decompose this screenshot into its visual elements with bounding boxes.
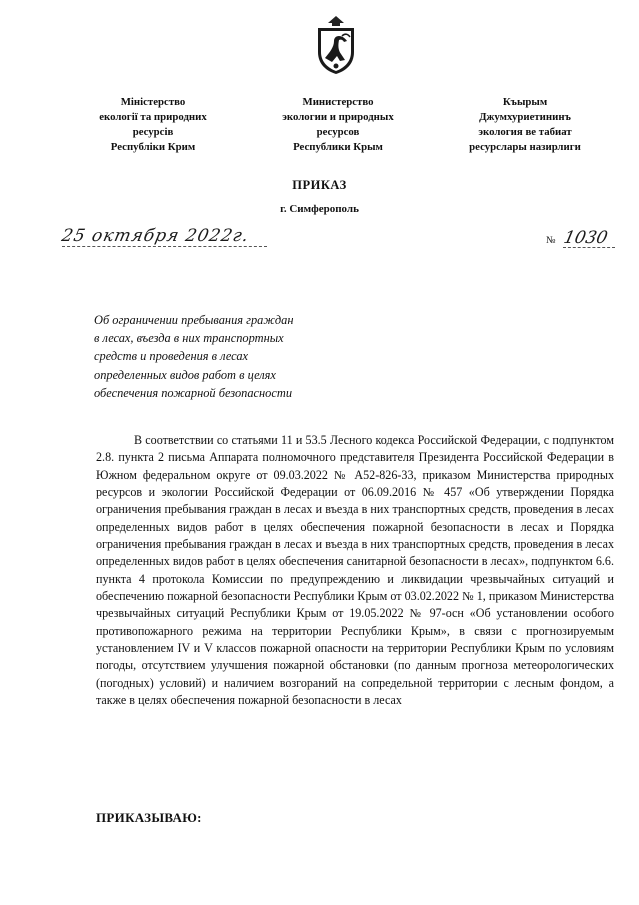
header-line: ресурсів — [132, 126, 174, 138]
order-subject — [94, 311, 374, 402]
header-line: экологии и природных — [282, 111, 394, 123]
body-paragraph: В соответствии со статьями 11 и 53.5 Лесного кодекса Российской Федерации, с подпунктом 2.8. пункта 2 письма Аппарата полномочного представителя Президента Российской Федерации в Южном федеральном округе от 09.03.2022 № А52-826-33, приказом Министерства природных ресурсов и экологии Российской Федерации от 06.09.2016 № 457 «Об утверждении Порядка ограничения пребывания граждан в лесах и въезда в них транспортных средств, проведения в лесах определенных видов работ в целях обеспечения пожарной безопасности в лесах и Порядка ограничения пребывания граждан в лесах и въезда в них транспортных средств, проведения в лесах определенных видов работ в целях обеспечения санитарной безопасности в лесах», подпунктом 6.6. пункта 4 протокола Комиссии по предупреждению и ликвидации чрезвычайных ситуаций и обеспечению пожарной безопасности Республики Крым от 03.02.2022 № 1, приказом Министерства чрезвычайных ситуаций Республики Крым от 19.05.2022 № 97-осн «Об установлении особого противопожарного режима на территории Республики Крым», в связи с прогнозируемым установлением IV и V классов пожарной опасности на территории Республики Крым по условиям погоды, отсутствием улучшения пожарной обстановки (по данным прогноза метеорологических (погодных) условий) и наличием возгораний на сопредельной территории с лесным фондом, а также в целях обеспечения пожарной безопасности в лесах — [96, 433, 614, 708]
subject-line: средств и проведения в лесах — [94, 349, 249, 364]
header-line: Джумхуриетининъ — [479, 111, 571, 123]
header-ministry-russian — [253, 95, 423, 155]
header-ministry-crimean-tatar — [440, 95, 610, 155]
order-number-handwritten: 1030 — [561, 228, 610, 248]
header-line: екології та природних — [99, 111, 207, 123]
header-line: Міністерство — [120, 96, 186, 108]
decree-heading: ПРИКАЗЫВАЮ: — [96, 810, 202, 825]
date-underline — [62, 246, 267, 247]
subject-line: обеспечения пожарной безопасности — [94, 385, 293, 400]
header-line: Къырым — [502, 96, 548, 108]
subject-line: в лесах, въезда в них транспортных — [94, 331, 284, 346]
header-ministry-ukrainian — [68, 95, 238, 155]
number-underline — [563, 247, 615, 248]
header-line: экология ве табиат — [478, 126, 572, 138]
order-city: г. Симферополь — [280, 203, 359, 215]
header-line: Министерство — [302, 96, 374, 108]
header-line: ресурслары назирлиги — [469, 141, 581, 153]
header-line: Республіки Крим — [110, 141, 196, 153]
order-date-handwritten: 25 октября 2022г. — [59, 226, 252, 246]
coat-of-arms-emblem — [312, 14, 360, 76]
header-line: ресурсов — [316, 126, 360, 138]
order-title: ПРИКАЗ — [292, 178, 347, 192]
subject-line: Об ограничении пребывания граждан — [94, 313, 294, 327]
header-line: Республики Крым — [293, 141, 383, 153]
order-number-label: № — [546, 235, 556, 246]
subject-line: определенных видов работ в целях — [94, 367, 276, 382]
